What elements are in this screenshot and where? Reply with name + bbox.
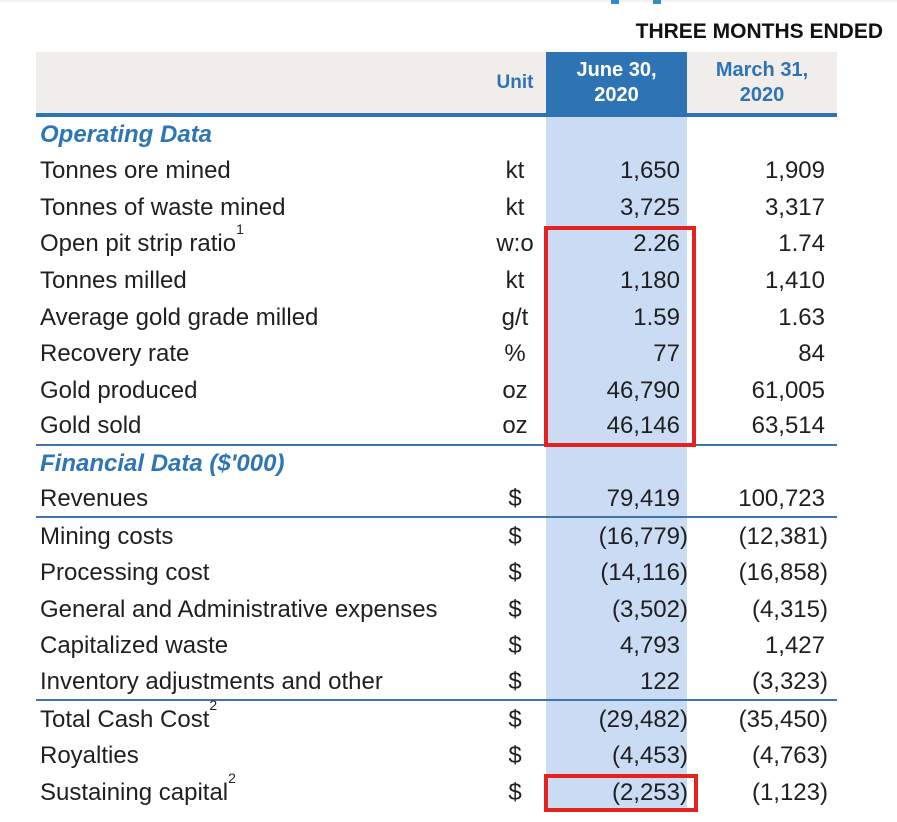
header-june-line1: June 30, [576, 58, 657, 81]
row-label-text: Capitalized waste [40, 632, 229, 660]
march-2020-cell-value: 63,514 [751, 412, 825, 440]
unit-cell-value: $ [508, 705, 522, 733]
cropped-text-fragment [653, 0, 661, 4]
cropped-text-fragment [611, 0, 619, 4]
june-2020-cell-value: (14,116) [600, 559, 688, 587]
table-row [36, 190, 837, 227]
unit-cell-value: $ [508, 668, 522, 696]
unit-cell [484, 340, 546, 368]
june-2020-cell-value: 122 [639, 668, 680, 696]
footnote-marker: 2 [209, 696, 218, 713]
header-march-line1: March 31, [715, 58, 809, 81]
unit-cell [484, 706, 546, 734]
march-2020-cell-value: (16,858) [738, 559, 828, 587]
table-row [36, 373, 837, 410]
unit-cell [484, 632, 546, 660]
unit-cell-value: $ [508, 632, 522, 660]
march-2020-cell-value: 3,317 [764, 193, 825, 221]
june-2020-cell-value: 46,790 [606, 376, 680, 404]
header-june-line2: 2020 [594, 83, 639, 106]
june-2020-cell-value: (2,253) [611, 778, 688, 806]
header-unit: Unit [496, 71, 534, 93]
march-2020-cell-value: 1,427 [764, 632, 825, 660]
unit-cell [484, 377, 546, 405]
june-2020-cell-value: (16,779) [598, 522, 688, 550]
unit-cell-value: $ [508, 778, 522, 806]
unit-cell [484, 559, 546, 587]
unit-cell [484, 485, 546, 513]
june-2020-cell-value: 1,650 [619, 157, 680, 185]
row-label [36, 377, 484, 405]
row-label [36, 559, 484, 587]
june-2020-cell [546, 157, 687, 185]
june-2020-cell [546, 194, 687, 222]
row-label-text: General and Administrative expenses [40, 595, 438, 623]
section-title: Financial Data ($'000) [40, 449, 285, 477]
march-2020-cell [687, 267, 837, 295]
unit-cell-value: kt [505, 157, 525, 185]
table-row [36, 263, 837, 300]
march-2020-cell [687, 377, 837, 405]
section-row [36, 446, 837, 482]
row-label [36, 304, 484, 332]
unit-cell-value: kt [505, 193, 525, 221]
june-2020-cell-value: 1.59 [633, 303, 680, 331]
march-2020-cell-value: (4,315) [751, 595, 828, 623]
june-2020-cell-value: (3,502) [611, 595, 688, 623]
march-2020-cell-value: 1.63 [778, 303, 825, 331]
unit-cell [484, 267, 546, 295]
unit-cell-value: g/t [501, 303, 529, 331]
unit-cell [484, 412, 546, 440]
june-2020-cell-value: (4,453) [611, 742, 688, 770]
table-row [36, 738, 837, 775]
row-label [36, 194, 484, 222]
unit-cell-value: $ [508, 485, 522, 513]
unit-cell [484, 230, 546, 258]
june-2020-cell [546, 596, 687, 624]
row-label-text: Revenues [40, 485, 149, 513]
unit-cell-value: oz [502, 412, 528, 440]
march-2020-cell-value: (35,450) [738, 705, 828, 733]
march-2020-cell-value: 61,005 [751, 376, 825, 404]
march-2020-cell [687, 412, 837, 440]
row-label [36, 485, 484, 513]
row-label-text: Processing cost [40, 559, 210, 587]
unit-cell [484, 304, 546, 332]
table-header-row [36, 52, 837, 117]
march-2020-cell-value: (12,381) [738, 522, 828, 550]
march-2020-cell [687, 304, 837, 332]
section-title: Operating Data [40, 121, 213, 148]
march-2020-cell [687, 194, 837, 222]
header-march-31-2020 [687, 52, 837, 113]
row-label [36, 696, 484, 734]
table-row [36, 221, 837, 263]
march-2020-cell [687, 632, 837, 660]
row-label [36, 221, 484, 258]
section-row [36, 117, 837, 153]
row-label [36, 412, 484, 440]
march-2020-cell [687, 596, 837, 624]
march-2020-cell-value: 1,909 [764, 157, 825, 185]
row-label [36, 340, 484, 368]
row-label [36, 523, 484, 551]
table-row [36, 696, 837, 738]
unit-cell-value: $ [508, 559, 522, 587]
row-label-text: Gold produced [40, 376, 198, 404]
unit-cell-value: $ [508, 742, 522, 770]
june-2020-cell [546, 485, 687, 513]
june-2020-cell [546, 706, 687, 734]
unit-cell [484, 779, 546, 807]
table-body [36, 117, 837, 811]
row-label [36, 596, 484, 624]
june-2020-cell-value: 77 [653, 340, 680, 368]
unit-cell-value: w:o [496, 230, 534, 258]
unit-cell [484, 596, 546, 624]
unit-cell-value: % [504, 340, 526, 368]
unit-cell-value: $ [508, 522, 522, 550]
table-row [36, 665, 837, 702]
header-label-spacer [36, 52, 484, 113]
header-march-line2: 2020 [739, 83, 785, 106]
row-label [36, 668, 484, 696]
row-label-text: Mining costs [40, 522, 174, 550]
table-row [36, 482, 837, 519]
row-label [36, 157, 484, 185]
march-2020-cell [687, 523, 837, 551]
unit-cell [484, 668, 546, 696]
table-row [36, 628, 837, 665]
march-2020-cell [687, 742, 837, 770]
row-label [36, 632, 484, 660]
march-2020-cell [687, 668, 837, 696]
footnote-marker: 2 [228, 769, 236, 786]
unit-cell [484, 157, 546, 185]
footnote-marker: 1 [236, 221, 244, 238]
table-row [36, 409, 837, 446]
unit-cell [484, 742, 546, 770]
march-2020-cell-value: 1,410 [764, 267, 825, 295]
march-2020-cell [687, 157, 837, 185]
row-label-text: Royalties [40, 742, 139, 770]
highlight-box-june-operating-values [544, 226, 696, 447]
march-2020-cell-value: 84 [798, 340, 825, 368]
row-label-text: Average gold grade milled [40, 303, 319, 331]
march-2020-cell [687, 779, 837, 807]
row-label-text: Open pit strip ratio [40, 230, 237, 258]
table-row [36, 555, 837, 592]
unit-cell [484, 194, 546, 222]
unit-cell-value: oz [502, 376, 528, 404]
unit-cell-value: $ [508, 595, 522, 623]
march-2020-cell [687, 230, 837, 258]
june-2020-cell-value: (29,482) [598, 705, 688, 733]
june-2020-cell-value: 2.26 [633, 230, 680, 258]
june-2020-cell [546, 559, 687, 587]
row-label [36, 769, 484, 807]
june-2020-cell [546, 523, 687, 551]
june-2020-cell [546, 668, 687, 696]
cropped-top-strip [0, 0, 897, 2]
row-label-text: Total Cash Cost [40, 705, 210, 733]
row-label-text: Sustaining capital [40, 778, 229, 806]
row-label-text: Gold sold [40, 412, 142, 440]
period-header: THREE MONTHS ENDED [635, 20, 883, 43]
june-2020-cell-value: 1,180 [619, 267, 680, 295]
june-2020-cell-value: 46,146 [606, 412, 680, 440]
march-2020-cell-value: (1,123) [751, 778, 828, 806]
june-2020-cell-value: 3,725 [619, 193, 680, 221]
june-2020-cell [546, 742, 687, 770]
march-2020-cell-value: (4,763) [751, 742, 828, 770]
row-label-text: Recovery rate [40, 340, 190, 368]
table-row [36, 299, 837, 336]
june-2020-cell [546, 632, 687, 660]
table-row [36, 153, 837, 190]
table-row [36, 518, 837, 555]
row-label [36, 742, 484, 770]
table-row [36, 769, 837, 812]
row-label [36, 267, 484, 295]
march-2020-cell [687, 706, 837, 734]
march-2020-cell-value: (3,323) [751, 668, 828, 696]
table-row [36, 592, 837, 629]
unit-cell [484, 523, 546, 551]
header-june-30-2020 [546, 52, 687, 113]
march-2020-cell [687, 340, 837, 368]
march-2020-cell-value: 1.74 [778, 230, 825, 258]
march-2020-cell-value: 100,723 [738, 485, 825, 513]
row-label-text: Inventory adjustments and other [40, 668, 383, 696]
unit-cell-value: kt [505, 267, 525, 295]
june-2020-cell-value: 4,793 [619, 632, 680, 660]
row-label-text: Tonnes of waste mined [40, 193, 286, 221]
row-label-text: Tonnes milled [40, 267, 187, 295]
june-2020-cell-value: 79,419 [606, 485, 680, 513]
highlight-box-june-sustaining-capital [544, 774, 698, 812]
march-2020-cell [687, 559, 837, 587]
row-label-text: Tonnes ore mined [40, 157, 231, 185]
table-row [36, 336, 837, 373]
march-2020-cell [687, 485, 837, 513]
